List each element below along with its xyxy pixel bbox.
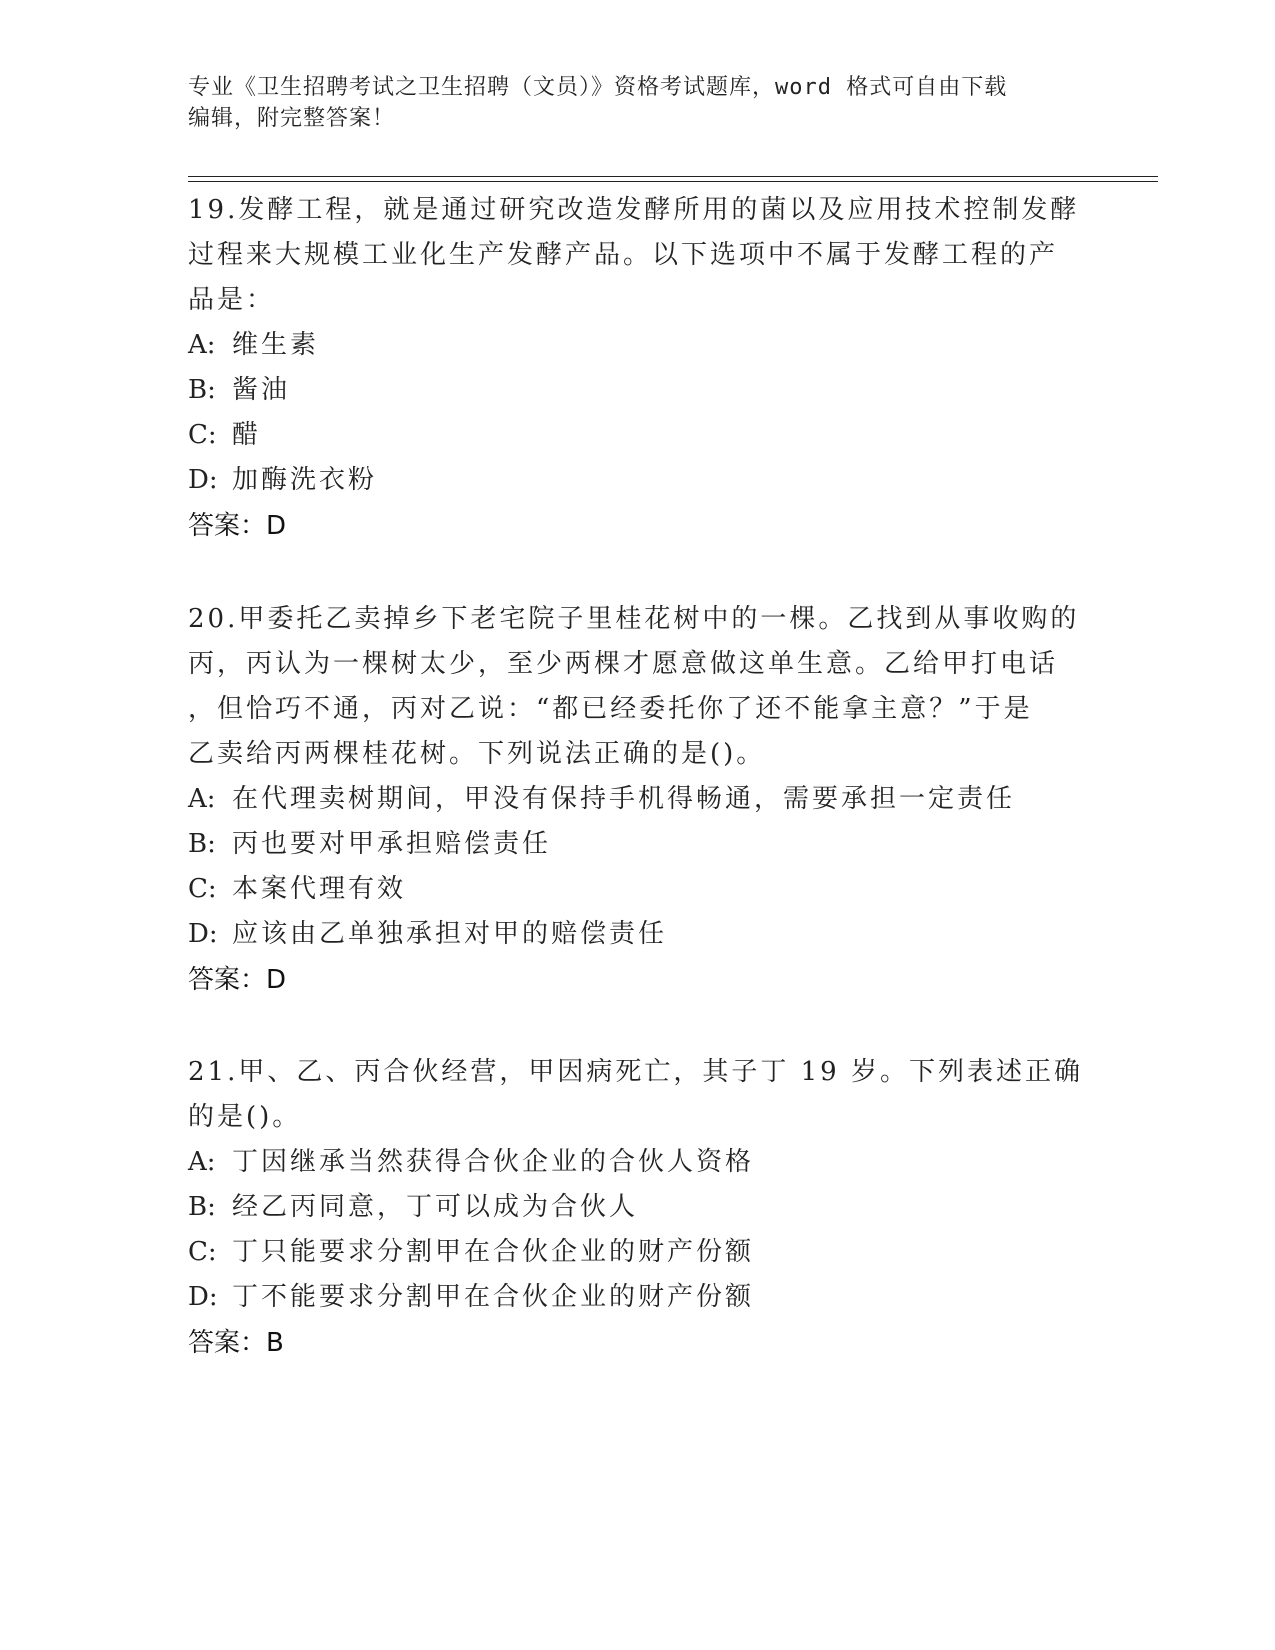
option-d [188, 1275, 1088, 1320]
option-c [188, 867, 1088, 912]
answer-label: 答案：B [188, 1328, 284, 1358]
header-divider-top [188, 176, 1158, 177]
option-letter: A: [188, 330, 216, 360]
option-letter: B: [188, 375, 216, 405]
option-letter: D: [188, 465, 218, 495]
option-letter: C: [188, 1237, 217, 1267]
option-letter: B: [188, 1192, 216, 1222]
option-a [188, 777, 1088, 822]
option-a [188, 323, 1088, 368]
option-letter: C: [188, 420, 217, 450]
option-text: 酱油 [232, 375, 291, 405]
option-text: 维生素 [232, 330, 320, 360]
question-text: 21.甲、乙、丙合伙经营，甲因病死亡，其子丁 19 岁。下列表述正确 的是()。 [188, 1057, 1083, 1132]
option-text: 丁只能要求分割甲在合伙企业的财产份额 [232, 1237, 755, 1267]
option-a [188, 1140, 1088, 1185]
option-text: 丁不能要求分割甲在合伙企业的财产份额 [232, 1282, 755, 1312]
option-text: 丁因继承当然获得合伙企业的合伙人资格 [232, 1147, 755, 1177]
header-line-2: 编辑，附完整答案！ [188, 106, 396, 131]
option-c [188, 1230, 1088, 1275]
option-b [188, 368, 1088, 413]
option-text: 丙也要对甲承担赔偿责任 [232, 829, 552, 859]
option-letter: D: [188, 919, 218, 949]
answer-label: 答案：D [188, 511, 287, 541]
option-d [188, 458, 1088, 503]
document-header [188, 72, 1088, 134]
option-text: 加酶洗衣粉 [232, 465, 378, 495]
question-20 [188, 597, 1088, 1003]
option-letter: B: [188, 829, 216, 859]
question-21 [188, 1050, 1088, 1366]
question-text: 20.甲委托乙卖掉乡下老宅院子里桂花树中的一棵。乙找到从事收购的 丙，丙认为一棵树太少，至少两棵才愿意做这单生意。乙给甲打电话 ，但恰巧不通，丙对乙说：“都已经委托你了还不能拿主意？”于是 乙卖给丙两棵桂花树。下列说法正确的是()。 [188, 604, 1080, 769]
option-text: 经乙丙同意，丁可以成为合伙人 [232, 1192, 639, 1222]
header-divider-bottom [188, 181, 1158, 182]
option-text: 应该由乙单独承担对甲的赔偿责任 [232, 919, 668, 949]
option-letter: A: [188, 1147, 216, 1177]
header-line-1: 专业《卫生招聘考试之卫生招聘（文员）》资格考试题库，word 格式可自由下载 [188, 75, 1008, 100]
answer-label: 答案：D [188, 965, 287, 995]
option-letter: C: [188, 874, 217, 904]
option-letter: A: [188, 784, 216, 814]
option-b [188, 822, 1088, 867]
option-text: 醋 [232, 420, 262, 450]
option-text: 本案代理有效 [232, 874, 407, 904]
option-b [188, 1185, 1088, 1230]
question-text: 19.发酵工程，就是通过研究改造发酵所用的菌以及应用技术控制发酵 过程来大规模工业化生产发酵产品。以下选项中不属于发酵工程的产 品是： [188, 195, 1080, 315]
option-c [188, 413, 1088, 458]
question-19 [188, 188, 1088, 549]
option-text: 在代理卖树期间，甲没有保持手机得畅通，需要承担一定责任 [232, 784, 1016, 814]
option-d [188, 912, 1088, 957]
option-letter: D: [188, 1282, 218, 1312]
